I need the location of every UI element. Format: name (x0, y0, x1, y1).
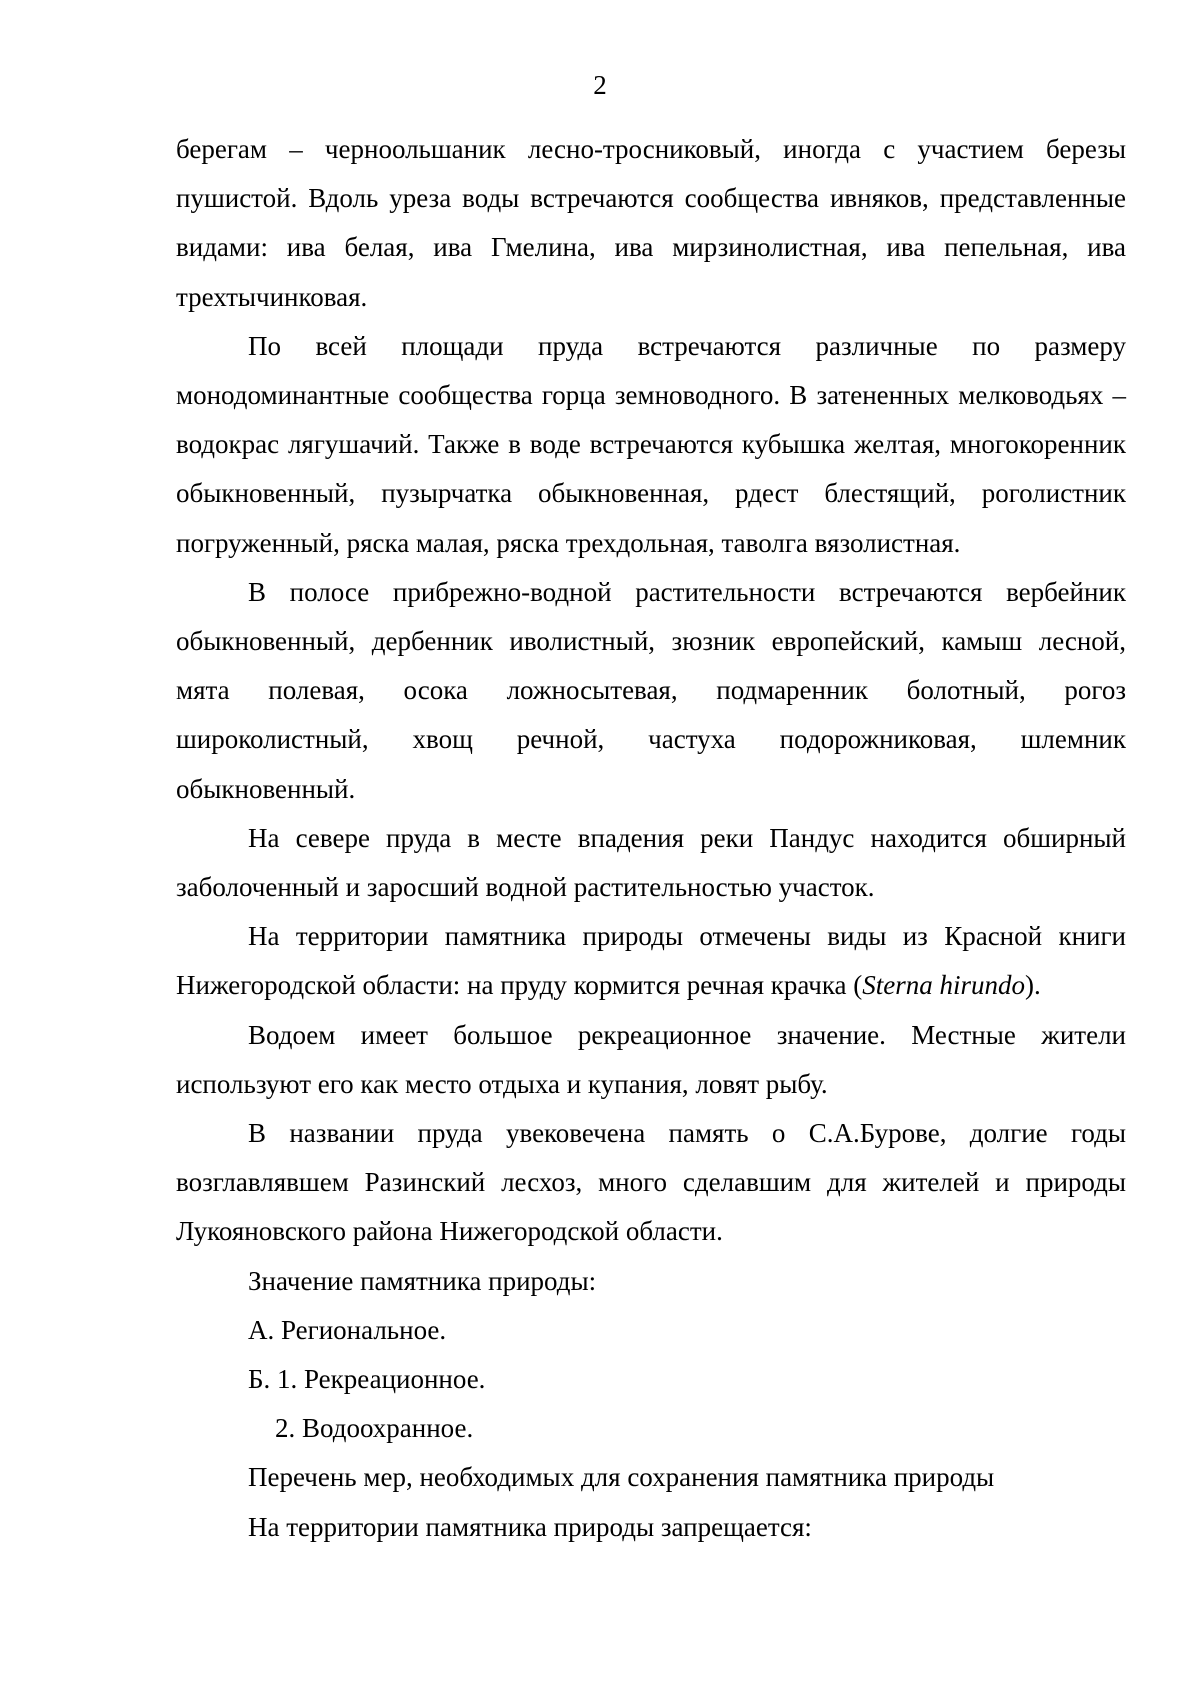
red-book-closing: ). (1025, 970, 1041, 1001)
measures-heading: Перечень мер, необходимых для сохранения памятника природы (248, 1462, 995, 1493)
significance-item-b1: Б. 1. Рекреационное. (248, 1364, 486, 1395)
red-book-text: На территории памятника природы отмечены виды из Красной книги Нижегородской области: на пруду кормится речная крачка ( (176, 921, 1126, 1001)
significance-heading: Значение памятника природы: (248, 1265, 597, 1296)
significance-item-b2: 2. Водоохранное. (275, 1413, 474, 1444)
latin-species-name: Sterna hirundo (862, 970, 1026, 1001)
paragraph-willow-shrubs: берегам – черноольшаник лесно-тросниковый, иногда с участием березы пушистой. Вдоль уреза воды встречаются сообщества ивняков, представленные видами: ива белая, ива Гмелина, ива мирзинолистная, ива пепельная, ива трехтычинковая. (176, 134, 1126, 312)
paragraph-memorial: В названии пруда увековечена память о С.А.Бурове, долгие годы возглавлявшем Разинский лесхоз, много сделавшим для жителей и природы Лукояновского района Нижегородской области. (176, 1118, 1126, 1247)
page-number: 2 (593, 70, 607, 100)
paragraph-swamp-area: На севере пруда в месте впадения реки Пандус находится обширный заболоченный и заросший водной растительностью участок. (176, 822, 1126, 903)
significance-item-a: А. Региональное. (248, 1314, 447, 1345)
paragraph-pond-vegetation: По всей площади пруда встречаются различные по размеру монодоминантные сообщества горца земноводного. В затененных мелководьях – водокрас лягушачий. Также в воде встречаются кубышка желтая, многокоренник обыкновенный, пузырчатка обыкновенная, рдест блестящий, роголистник погруженный, ряска малая, ряска трехдольная, таволга вязолистная. (176, 330, 1126, 558)
paragraph-recreation: Водоем имеет большое рекреационное значение. Местные жители используют его как место отдыха и купания, ловят рыбу. (176, 1019, 1126, 1099)
document-body (176, 125, 1126, 1552)
prohibited-heading: На территории памятника природы запрещается: (248, 1511, 812, 1542)
paragraph-shore-vegetation: В полосе прибрежно-водной растительности встречаются вербейник обыкновенный, дербенник иволистный, зюзник европейский, камыш лесной, мята полевая, осока ложносытевая, подмаренник болотный, рогоз широколистный, хвощ речной, частуха подорожниковая, шлемник обыкновенный. (176, 576, 1126, 804)
paragraph-red-book (176, 912, 1126, 1010)
